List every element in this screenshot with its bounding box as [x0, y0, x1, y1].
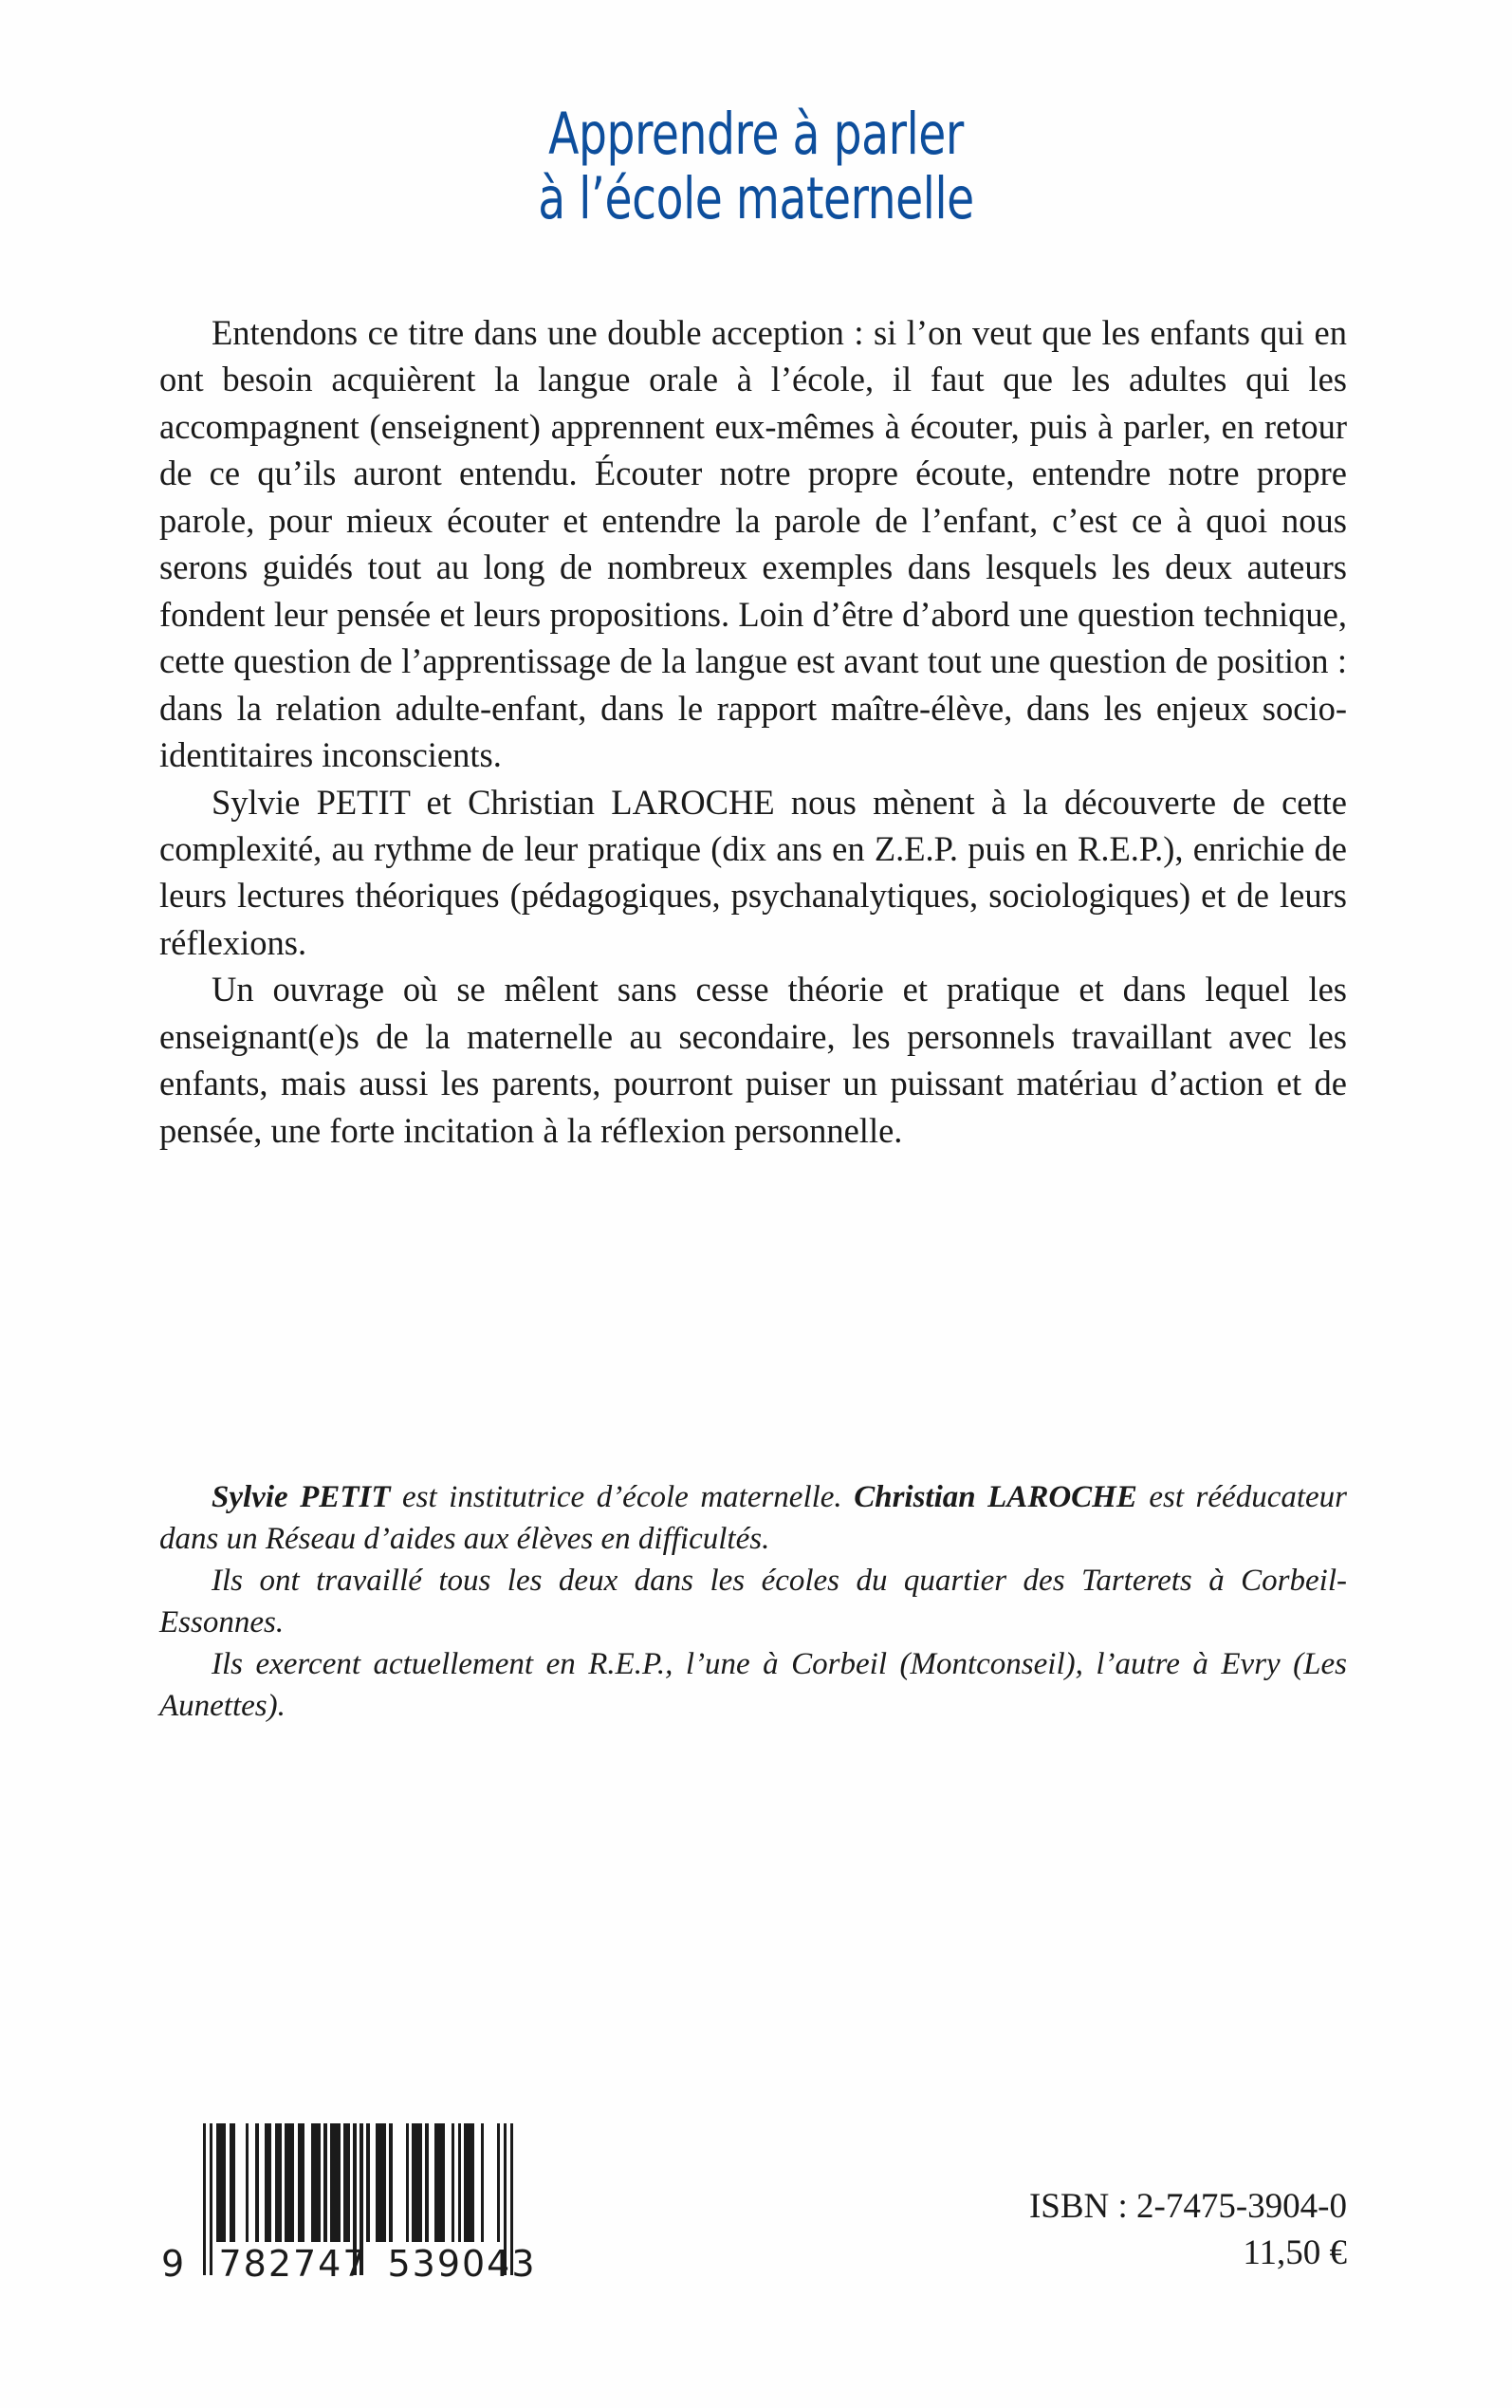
barcode-bar	[412, 2123, 421, 2242]
barcode-space	[393, 2123, 406, 2124]
barcode-bar	[285, 2123, 294, 2242]
author-name-petit: Sylvie PETIT	[212, 1480, 391, 1514]
price: 11,50 €	[1243, 2232, 1347, 2272]
book-title	[0, 102, 1512, 232]
barcode-space	[249, 2123, 255, 2124]
barcode-digits	[161, 2245, 569, 2283]
barcode-bar	[425, 2123, 428, 2242]
barcode-space	[370, 2123, 377, 2124]
barcode-space	[484, 2123, 497, 2124]
bio-paragraph-3: Ils exercent actuellement en R.E.P., l’une à Corbeil (Montconseil), l’autre à Evry (Les Aunettes).	[159, 1647, 1347, 1724]
blurb-text	[159, 309, 1347, 1154]
barcode-bar	[464, 2123, 473, 2242]
barcode-bar	[389, 2123, 392, 2242]
barcode-space	[474, 2123, 481, 2124]
barcode-right-group: 539043	[387, 2243, 537, 2285]
barcode-lead-digit: 9	[161, 2243, 187, 2285]
barcode-bar	[330, 2123, 340, 2242]
barcode-left-group: 782747	[218, 2243, 368, 2285]
barcode-space	[259, 2123, 266, 2124]
barcode-space	[429, 2123, 435, 2124]
title-line-1: Apprendre à parler	[548, 101, 964, 168]
barcode-bar	[366, 2123, 369, 2242]
barcode-bar	[452, 2123, 454, 2242]
barcode-bar	[275, 2123, 282, 2242]
bio-paragraph-2: Ils ont travaillé tous les deux dans les écoles du quartier des Tarterets à Corbeil-Essonnes.	[159, 1564, 1347, 1640]
barcode-bar	[255, 2123, 258, 2242]
isbn-number: ISBN : 2-7475-3904-0	[1028, 2187, 1347, 2226]
barcode-bar	[298, 2123, 304, 2242]
blurb-paragraph-2: Sylvie PETIT et Christian LAROCHE nous mènent à la découverte de cette complexité, au rythme de leur pratique (dix ans en Z.E.P. puis en R.E.P.), enrichie de leurs lectures théoriques (pédagogiques, psychanalytiques, sociologiques) et de leurs réflexions.	[159, 782, 1347, 962]
barcode-bar	[230, 2123, 236, 2242]
barcode-bar	[497, 2123, 500, 2242]
barcode-bar	[246, 2123, 249, 2242]
author-name-laroche: Christian LAROCHE	[854, 1480, 1137, 1514]
barcode-bar	[343, 2123, 350, 2242]
title-line-2: à l’école maternelle	[538, 165, 974, 233]
barcode-bar	[216, 2123, 226, 2242]
bio-paragraph-1	[159, 1476, 1347, 1560]
barcode-bar	[434, 2123, 444, 2242]
author-bio	[159, 1476, 1347, 1727]
barcode-bar	[376, 2123, 385, 2242]
isbn-barcode	[161, 2123, 569, 2313]
barcode-space	[235, 2123, 245, 2124]
blurb-paragraph-1: Entendons ce titre dans une double acception : si l’on veut que les enfants qui en ont besoin acquièrent la langue orale à l’école, il faut que les adultes qui les accompagnent (enseignent) apprennent eux-mêmes à écouter, puis à parler, en retour de ce qu’ils auront entendu. Écouter notre propre écoute, entendre notre propre parole, pour mieux écouter et entendre la parole de l’enfant, c’est ce à quoi nous serons guidés tout au long de nombreux exemples dans lesquels les deux auteurs fondent leur pensée et leurs propositions. Loin d’être d’abord une question technique, cette question de l’apprentissage de la langue est avant tout une question de position : dans la relation adulte-enfant, dans le rapport maître-élève, dans les enjeux socio-identitaires inconscients.	[159, 313, 1347, 775]
isbn-price-block	[1029, 2184, 1347, 2277]
barcode-space	[304, 2123, 311, 2124]
bio-text-1: est institutrice d’école maternelle.	[390, 1480, 855, 1514]
bio-text-2: est rééducateur dans un Réseau d’aides aux élèves en difficultés.	[159, 1480, 1347, 1557]
barcode-bar	[265, 2123, 271, 2242]
barcode-bar	[323, 2123, 326, 2242]
blurb-paragraph-3: Un ouvrage où se mêlent sans cesse théorie et pratique et dans lequel les enseignant(e)s de la maternelle au secondaire, les personnels travaillant avec les enfants, mais aussi les parents, pourront puiser un puissant matériau d’action et de pensée, une forte incitation à la réflexion personnelle.	[159, 970, 1347, 1150]
barcode-bar	[481, 2123, 484, 2242]
barcode-bar	[311, 2123, 321, 2242]
barcode-bar	[406, 2123, 409, 2242]
barcode-space	[445, 2123, 452, 2124]
barcode-bar	[458, 2123, 461, 2242]
